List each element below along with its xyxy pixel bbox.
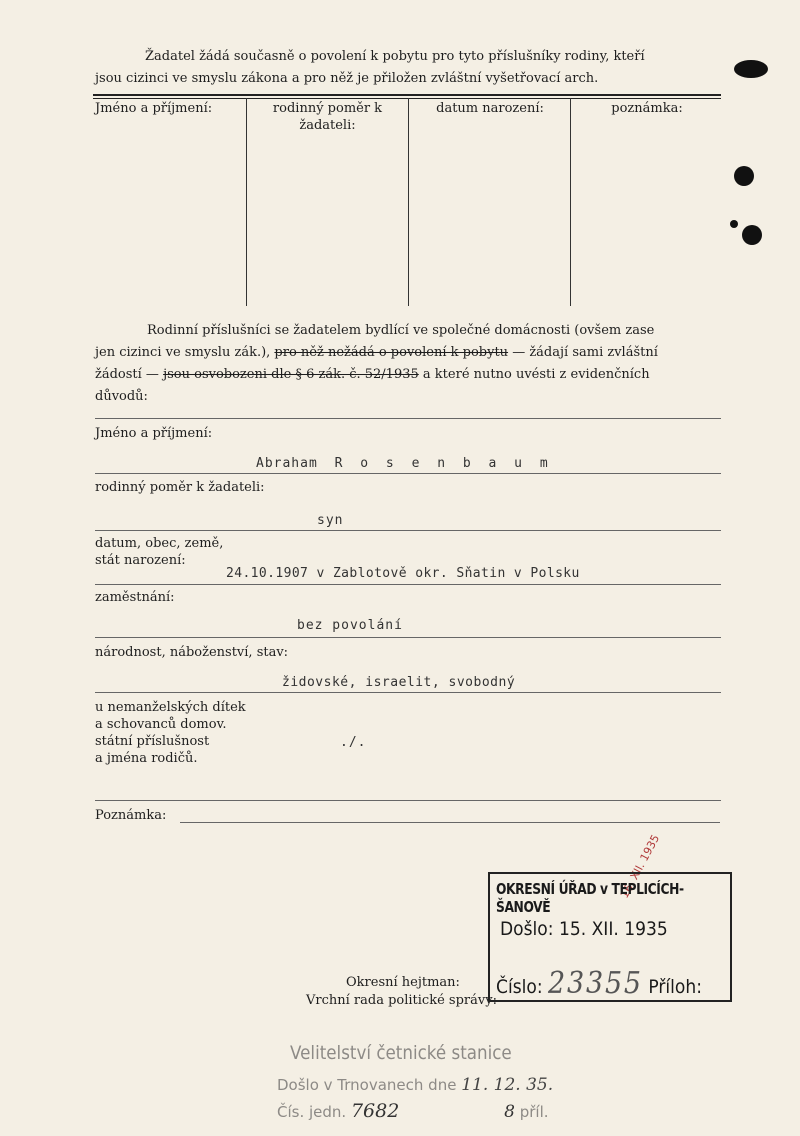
punch-hole-2 bbox=[734, 166, 754, 186]
birth-label-1: datum, obec, země, bbox=[95, 536, 224, 551]
nationality-value: židovské, israelit, svobodný bbox=[282, 675, 516, 690]
stamp-number-label: Číslo: bbox=[496, 976, 543, 998]
stamp-number bbox=[496, 966, 702, 1001]
para-line-3-b: a které nutno uvésti z evidenčních bbox=[422, 367, 650, 382]
red-date-stamp: 16. XII. 1935 bbox=[617, 832, 663, 901]
punch-hole-4 bbox=[730, 220, 738, 228]
gendarmerie-attachments: 8 bbox=[504, 1102, 515, 1122]
para-line-3 bbox=[95, 364, 723, 386]
stamp-received-date: 15. XII. 1935 bbox=[558, 918, 668, 940]
job-rule bbox=[95, 637, 721, 638]
gendarmerie-received-label: Došlo v Trnovanech dne bbox=[277, 1076, 457, 1094]
stamp-attachments-label: Příloh: bbox=[648, 976, 702, 998]
intro-line-2: jsou cizinci ve smyslu zákona a pro něž je přiložen zvláštní vyšetřovací arch. bbox=[95, 71, 599, 86]
stamp-office: OKRESNÍ ÚŘAD v TEPLICÍCH-ŠANOVĚ bbox=[496, 880, 684, 916]
intro-line-1: Žadatel žádá současně o povolení k pobytu pro tyto příslušníky rodiny, kteří bbox=[145, 49, 645, 64]
col-header-name: Jméno a příjmení: bbox=[95, 101, 213, 116]
nationality-rule bbox=[95, 692, 721, 693]
intro-text bbox=[95, 46, 720, 90]
birth-value: 24.10.1907 v Zablotově okr. Sňatin v Polsku bbox=[226, 566, 580, 581]
stamp-received bbox=[500, 918, 668, 940]
para-line-1: Rodinní příslušníci se žadatelem bydlící ve společné domácnosti (ovšem zase bbox=[147, 323, 655, 338]
gendarmerie-attachments-label: příl. bbox=[519, 1103, 549, 1121]
note-label: Poznámka: bbox=[95, 808, 167, 823]
para-line-2 bbox=[95, 342, 723, 364]
gendarmerie-number-label: Čís. jedn. bbox=[277, 1103, 347, 1121]
children-label-3: státní příslušnost bbox=[95, 734, 210, 749]
col-header-relation: rodinný poměr k žadateli: bbox=[272, 101, 383, 133]
gendarmerie-title: Velitelství četnické stanice bbox=[290, 1042, 512, 1064]
job-label: zaměstnání: bbox=[95, 590, 175, 605]
name-rule bbox=[95, 473, 721, 474]
relation-label: rodinný poměr k žadateli: bbox=[95, 480, 265, 495]
office-received-stamp bbox=[488, 872, 732, 1002]
relation-value: syn bbox=[317, 513, 344, 528]
para-end-rule bbox=[95, 418, 721, 419]
stamp-received-label: Došlo: bbox=[500, 918, 554, 940]
birth-label-2: stát narození: bbox=[95, 553, 186, 568]
punch-hole-3 bbox=[742, 225, 762, 245]
children-label bbox=[95, 699, 246, 767]
children-label-4: a jména rodičů. bbox=[95, 751, 198, 766]
table-top-rule bbox=[93, 94, 721, 96]
name-label: Jméno a příjmení: bbox=[95, 426, 213, 441]
gendarmerie-number-value: 7682 bbox=[350, 1100, 400, 1122]
para-line-2-a: jen cizinci ve smyslu zák.), bbox=[95, 345, 271, 360]
name-value: Abraham R o s e n b a u m bbox=[256, 456, 549, 471]
punch-hole-1 bbox=[734, 60, 768, 78]
children-rule bbox=[95, 800, 721, 801]
children-label-1: u nemanželských dítek bbox=[95, 700, 246, 715]
col-header-note: poznámka: bbox=[611, 101, 683, 116]
para-line-3-struck: jsou osvobozeni dle § 6 zák. č. 52/1935 bbox=[163, 367, 419, 382]
col-divider-1 bbox=[246, 98, 247, 306]
children-value: ./. bbox=[340, 735, 367, 750]
hejtman-label: Okresní hejtman: bbox=[346, 975, 460, 990]
gendarmerie-number bbox=[277, 1100, 549, 1122]
gendarmerie-received-date: 11. 12. 35. bbox=[461, 1075, 554, 1095]
stamp-number-value: 23355 bbox=[548, 966, 643, 1001]
para-line-3-a: žádostí — bbox=[95, 367, 159, 382]
para-line-4: důvodů: bbox=[95, 389, 148, 404]
table-top-rule-thin bbox=[93, 98, 721, 99]
job-value: bez povolání bbox=[297, 618, 403, 633]
relation-rule bbox=[95, 530, 721, 531]
household-paragraph bbox=[95, 320, 723, 408]
col-header-birthdate: datum narození: bbox=[436, 101, 544, 116]
note-rule bbox=[180, 822, 720, 823]
nationality-label: národnost, náboženství, stav: bbox=[95, 645, 289, 660]
birth-label bbox=[95, 535, 223, 569]
birth-rule bbox=[95, 584, 721, 585]
para-line-2-struck: pro něž nežádá o povolení k pobytu bbox=[274, 345, 509, 360]
col-divider-2 bbox=[408, 98, 409, 306]
children-label-2: a schovanců domov. bbox=[95, 717, 227, 732]
para-line-2-b: — žádají sami zvláštní bbox=[512, 345, 658, 360]
col-divider-3 bbox=[570, 98, 571, 306]
gendarmerie-received bbox=[277, 1075, 553, 1095]
rada-label: Vrchní rada politické správy: bbox=[306, 993, 497, 1008]
